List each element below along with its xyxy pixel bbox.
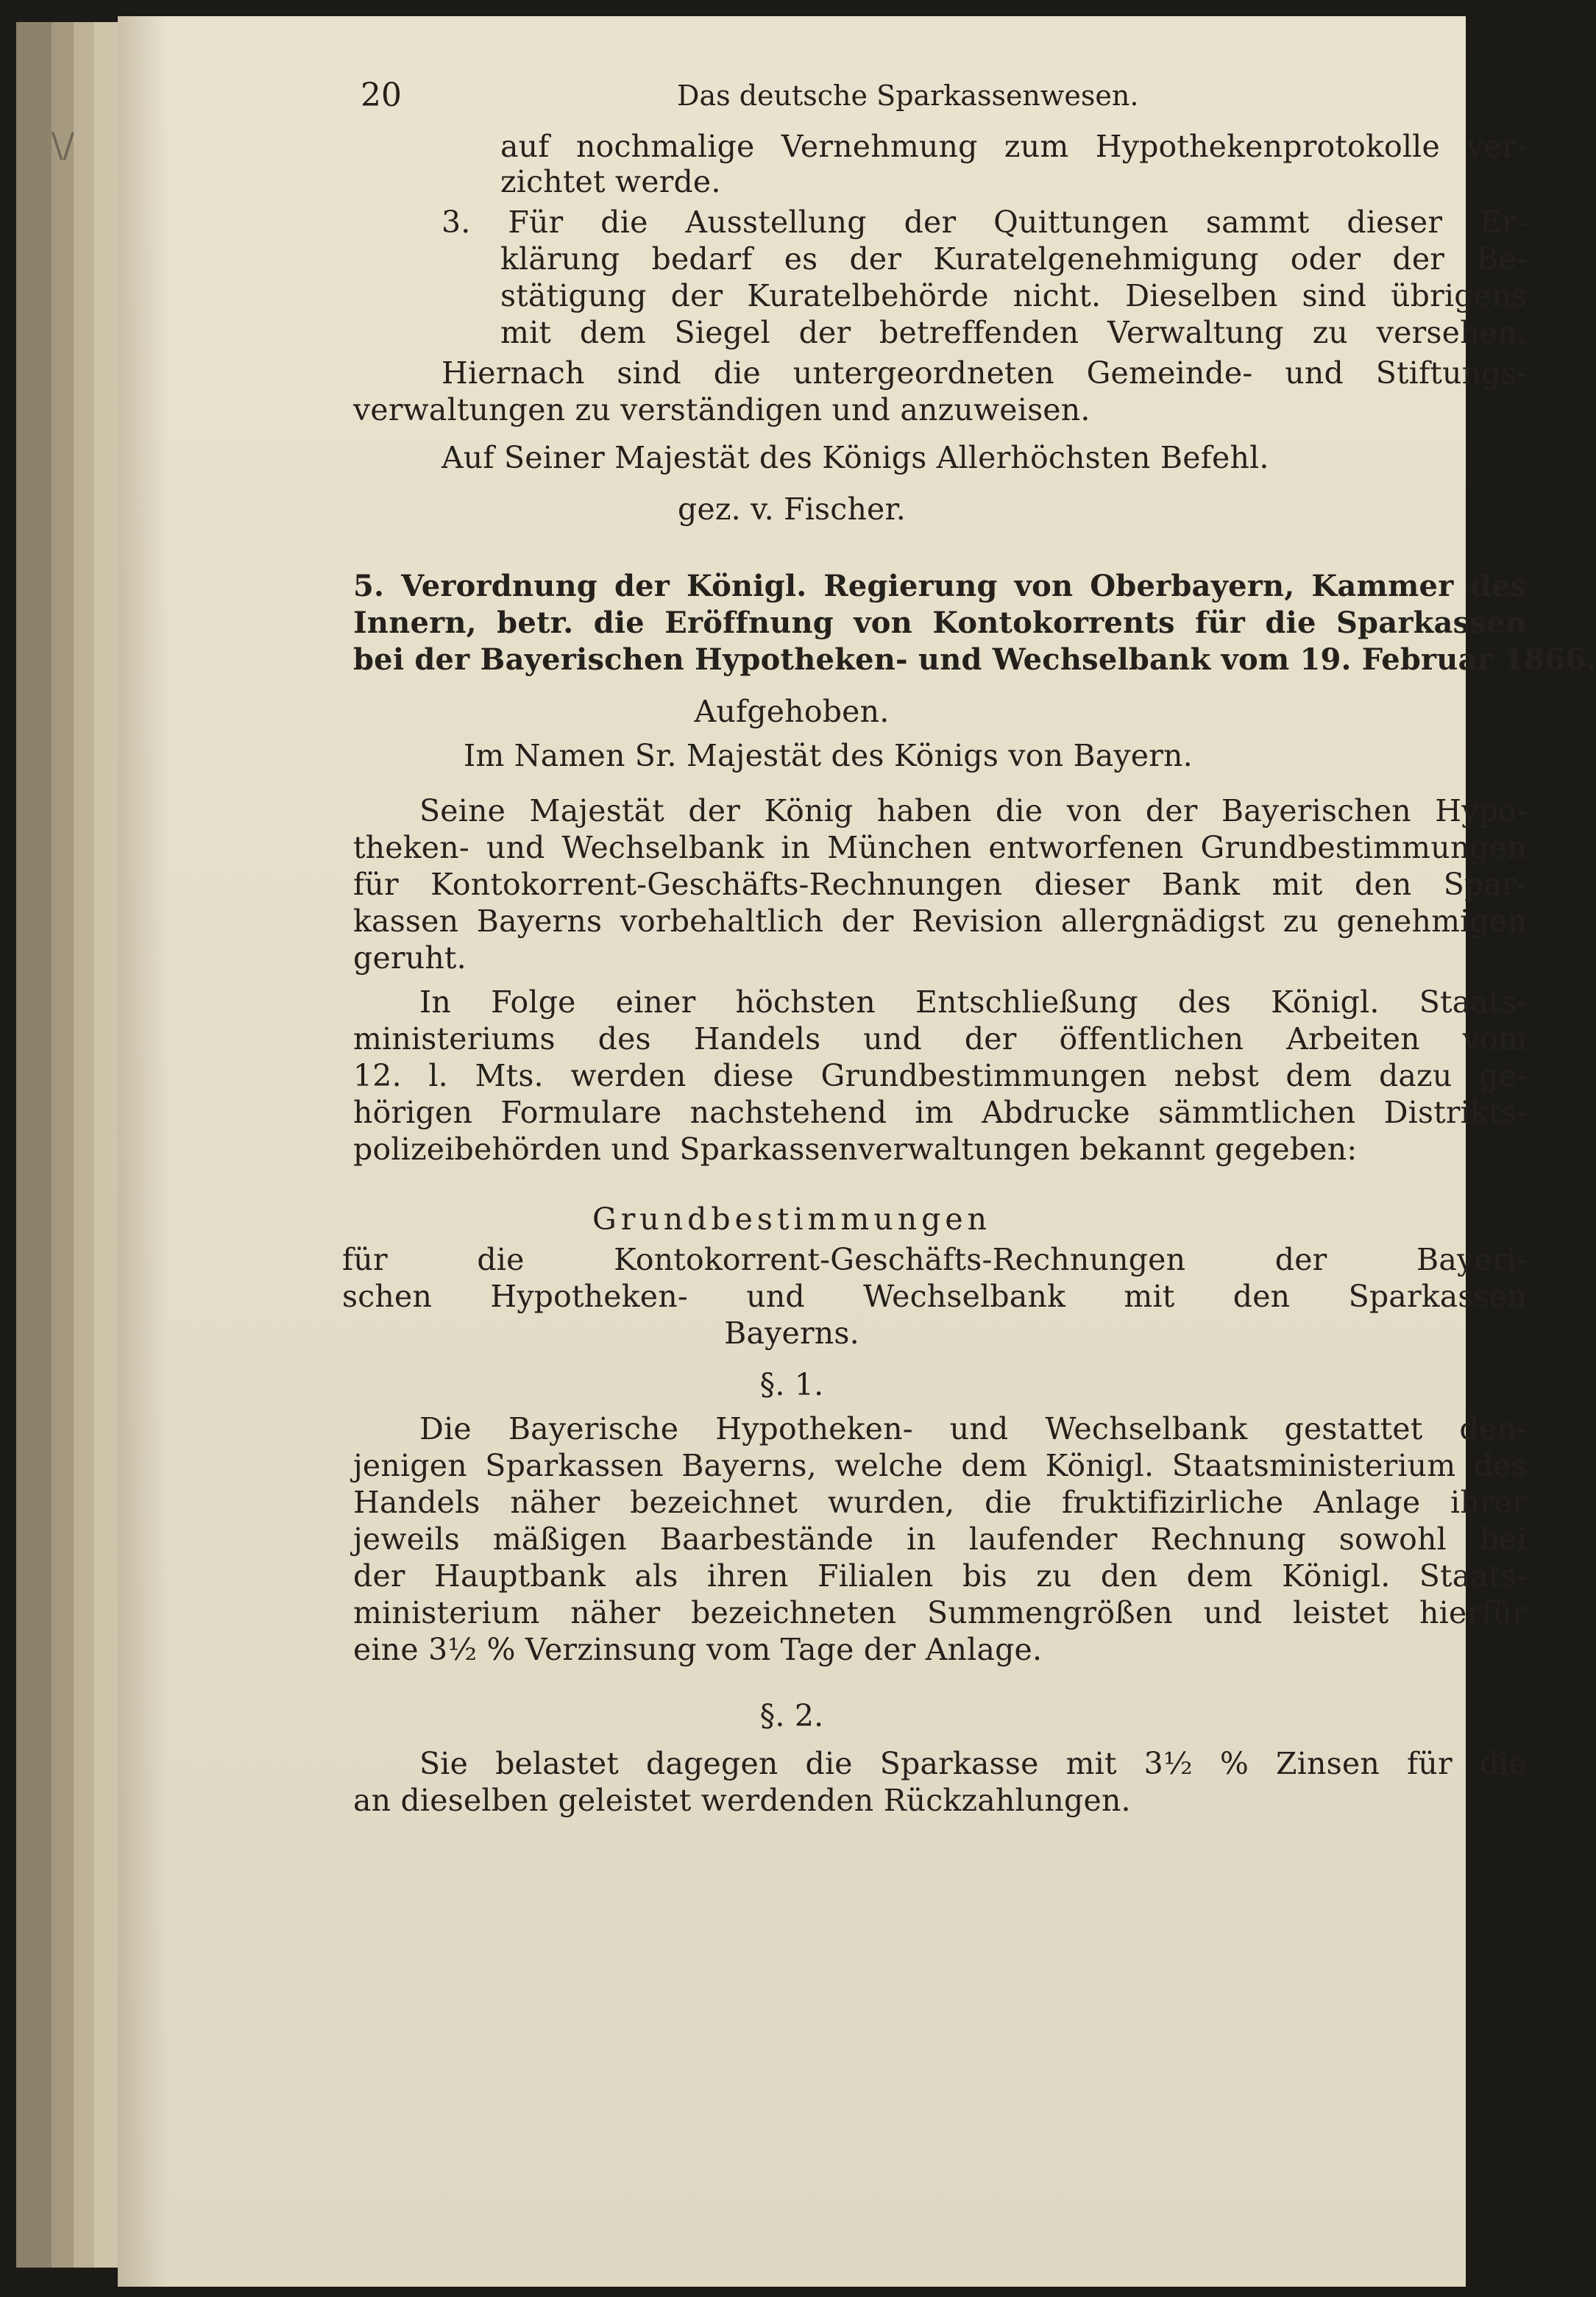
text-line: geruht.	[353, 940, 467, 976]
text-line: an dieselben geleistet werdenden Rückzahlungen.	[353, 1783, 1131, 1818]
text-line: auf nochmalige Vernehmung zum Hypothekenprotokolle ver-	[500, 129, 1527, 164]
text-line: 12. l. Mts. werden diese Grundbestimmungen nebst dem dazu ge-	[353, 1058, 1527, 1093]
signature: gez. v. Fischer.	[677, 491, 907, 527]
text-line: jeweils mäßigen Baarbestände in laufender Rechnung sowohl bei	[353, 1522, 1527, 1557]
text-line: klärung bedarf es der Kuratelgenehmigung oder der Be-	[500, 241, 1527, 277]
page-paper	[118, 16, 1596, 2287]
text-line: ministerium näher bezeichneten Summengrößen und leistet hierfür	[353, 1595, 1527, 1630]
text-line: stätigung der Kuratelbehörde nicht. Dieselben sind übrigens	[500, 278, 1527, 313]
text-line: für Kontokorrent-Geschäfts-Rechnungen dieser Bank mit den Spar-	[353, 867, 1527, 902]
text-line: kassen Bayerns vorbehaltlich der Revision allergnädigst zu genehmigen	[353, 903, 1527, 939]
text-line: zichtet werde.	[500, 164, 721, 199]
subheading-line: für die Kontokorrent-Geschäfts-Rechnungen der Bayeri-	[342, 1242, 1527, 1277]
margin-pencil-mark: \/	[52, 125, 74, 165]
text-line: Handels näher bezeichnet wurden, die fruktifizirliche Anlage ihrer	[353, 1485, 1527, 1520]
text-line: hörigen Formulare nachstehend im Abdrucke sämmtlichen Distrikts-	[353, 1095, 1527, 1130]
text-line: mit dem Siegel der betreffenden Verwaltung zu versehen.	[500, 315, 1527, 350]
text-line: 3. Für die Ausstellung der Quittungen sammt dieser Er-	[441, 205, 1527, 240]
text-line: polizeibehörden und Sparkassenverwaltungen bekannt gegeben:	[353, 1132, 1358, 1167]
preamble-line: Im Namen Sr. Majestät des Königs von Bayern.	[464, 738, 1193, 773]
subheading-line: schen Hypotheken- und Wechselbank mit den Sparkassen	[342, 1279, 1527, 1314]
text-line: In Folge einer höchsten Entschließung des Königl. Staats-	[419, 984, 1527, 1020]
text-line: jenigen Sparkassen Bayerns, welche dem Königl. Staatsministerium des	[353, 1448, 1527, 1483]
repealed-note: Aufgehoben.	[694, 694, 890, 729]
text-line: verwaltungen zu verständigen und anzuweisen.	[353, 392, 1090, 427]
text-line: eine 3½ % Verzinsung vom Tage der Anlage.	[353, 1632, 1043, 1667]
text-line: der Hauptbank als ihren Filialen bis zu den dem Königl. Staats-	[353, 1558, 1527, 1594]
text-line: ministeriums des Handels und der öffentlichen Arbeiten vom	[353, 1021, 1527, 1057]
section-1-label: §. 1.	[759, 1367, 824, 1402]
section-heading-line: 5. Verordnung der Königl. Regierung von Oberbayern, Kammer des	[353, 569, 1527, 603]
text-line: theken- und Wechselbank in München entworfenen Grundbestimmungen	[353, 830, 1527, 865]
running-title: Das deutsche Sparkassenwesen.	[677, 79, 1139, 112]
subheading-title: Grundbestimmungen	[592, 1201, 992, 1237]
text-line: Sie belastet dagegen die Sparkasse mit 3½ % Zinsen für die	[419, 1746, 1527, 1781]
text-line: Die Bayerische Hypotheken- und Wechselbank gestattet den-	[419, 1411, 1527, 1446]
text-line: Hiernach sind die untergeordneten Gemeinde- und Stiftungs-	[441, 355, 1527, 391]
page-number: 20	[361, 77, 402, 114]
text-line: Auf Seiner Majestät des Königs Allerhöchsten Befehl.	[441, 440, 1269, 475]
subheading-line: Bayerns.	[724, 1316, 859, 1351]
section-heading-line: bei der Bayerischen Hypotheken- und Wechselbank vom 19. Februar 1866.	[353, 642, 1596, 677]
section-2-label: §. 2.	[759, 1698, 824, 1733]
text-line: Seine Majestät der König haben die von der Bayerischen Hypo-	[419, 793, 1527, 828]
section-heading-line: Innern, betr. die Eröffnung von Kontokorrents für die Sparkassen	[353, 606, 1527, 640]
